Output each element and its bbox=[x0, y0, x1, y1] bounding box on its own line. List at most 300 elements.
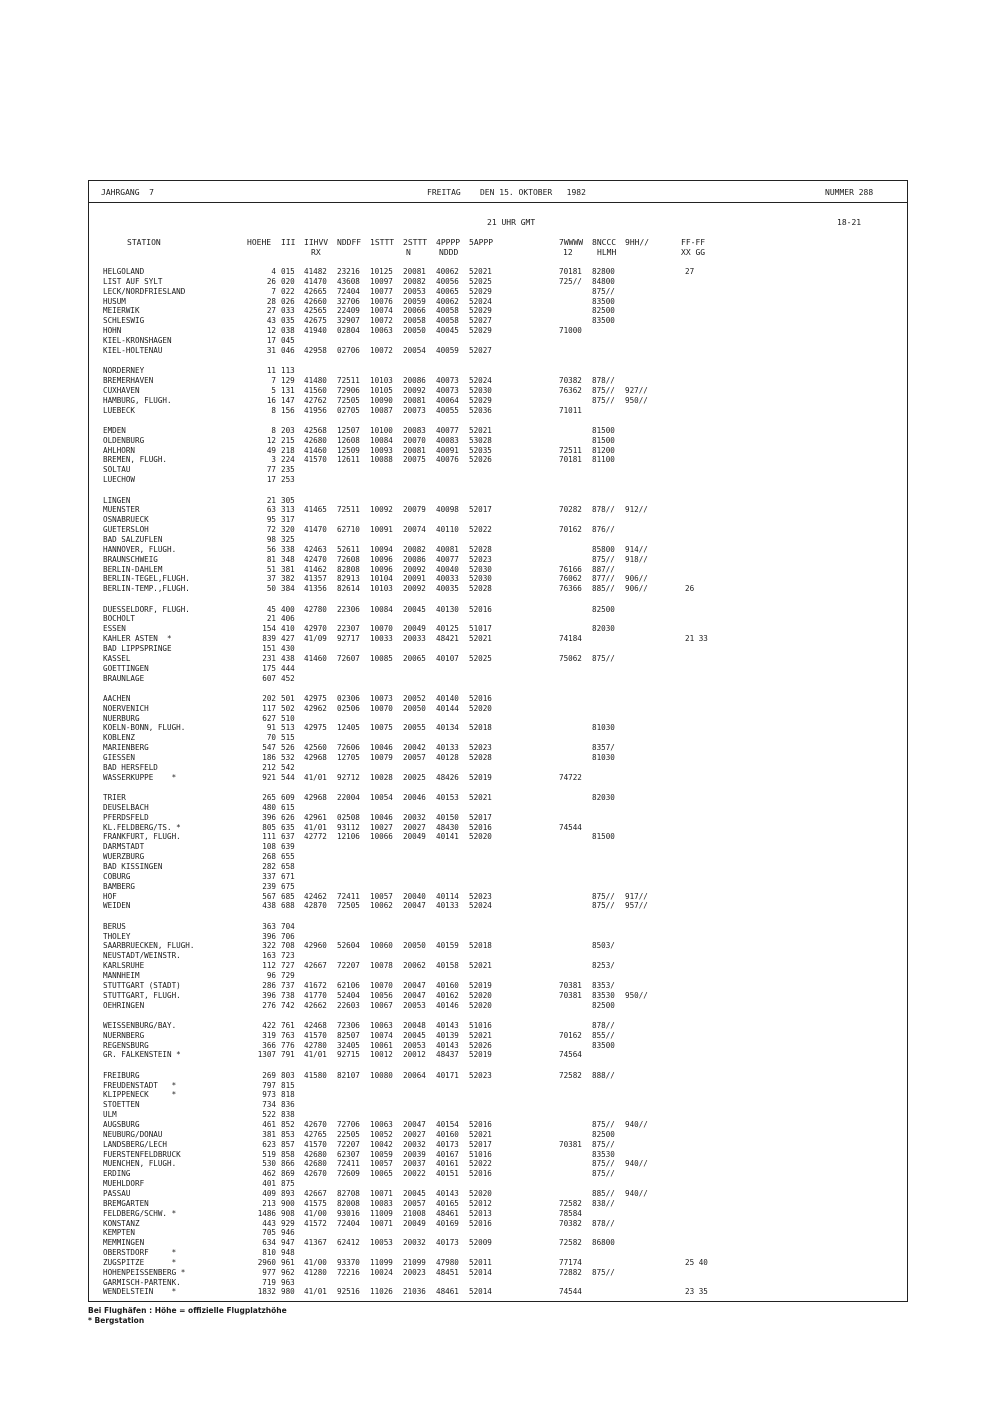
table-row bbox=[89, 584, 907, 594]
cell-8nccc: 888// bbox=[592, 1070, 615, 1080]
cell-iihvv: 42470 bbox=[304, 554, 327, 564]
cell-hoehe: 396 bbox=[262, 990, 276, 1000]
cell-4pppp: 40035 bbox=[436, 584, 459, 594]
station-name: WENDELSTEIN * bbox=[103, 1287, 177, 1297]
table-row bbox=[89, 1110, 907, 1120]
cell-2sttt: 20049 bbox=[403, 1218, 426, 1228]
cell-hoehe: 276 bbox=[262, 1000, 276, 1010]
cell-hoehe: 12 bbox=[266, 326, 276, 336]
cell-5appp: 52019 bbox=[469, 772, 492, 782]
cell-1sttt: 10028 bbox=[370, 772, 393, 782]
station-name: LUEBECK bbox=[103, 405, 136, 415]
station-name: NUERBURG bbox=[103, 713, 140, 723]
cell-8nccc: 83530 bbox=[592, 990, 615, 1000]
cell-iii: 325 bbox=[281, 534, 295, 544]
cell-4pppp: 48426 bbox=[436, 772, 459, 782]
cell-8nccc: 83500 bbox=[592, 1040, 615, 1050]
cell-8nccc: 885// bbox=[592, 584, 615, 594]
station-name: LECK/NORDFRIESLAND bbox=[103, 286, 186, 296]
cell-7wwww: 72582 bbox=[559, 1238, 582, 1248]
cell-1sttt: 10057 bbox=[370, 1159, 393, 1169]
cell-4pppp: 40146 bbox=[436, 1000, 459, 1010]
cell-hoehe: 21 bbox=[266, 495, 276, 505]
station-name: BREMGARTEN bbox=[103, 1198, 149, 1208]
cell-iii: 761 bbox=[281, 1020, 295, 1030]
table-row bbox=[89, 793, 907, 803]
cell-nddff: 93370 bbox=[337, 1257, 360, 1267]
cell-iihvv: 41460 bbox=[304, 653, 327, 663]
cell-8nccc: 81030 bbox=[592, 723, 615, 733]
cell-iii: 671 bbox=[281, 871, 295, 881]
table-row bbox=[89, 1179, 907, 1189]
cell-1sttt: 10053 bbox=[370, 1238, 393, 1248]
cell-hoehe: 37 bbox=[266, 574, 276, 584]
cell-nddff: 32907 bbox=[337, 316, 360, 326]
cell-hoehe: 43 bbox=[266, 316, 276, 326]
cell-hoehe: 163 bbox=[262, 951, 276, 961]
cell-1sttt: 10071 bbox=[370, 1188, 393, 1198]
station-name: STUTTGART, FLUGH. bbox=[103, 990, 181, 1000]
cell-5appp: 52023 bbox=[469, 1070, 492, 1080]
cell-iii: 946 bbox=[281, 1228, 295, 1238]
station-name: BRAUNLAGE bbox=[103, 673, 145, 683]
bulletin-frame bbox=[88, 180, 908, 1302]
cell-4pppp: 40169 bbox=[436, 1218, 459, 1228]
cell-nddff: 02705 bbox=[337, 405, 360, 415]
cell-nddff: 12106 bbox=[337, 832, 360, 842]
cell-iihvv: 41672 bbox=[304, 980, 327, 990]
cell-8nccc: 82030 bbox=[592, 624, 615, 634]
cell-iihvv: 42670 bbox=[304, 1169, 327, 1179]
cell-iihvv: 42670 bbox=[304, 1120, 327, 1129]
cell-8nccc: 82500 bbox=[592, 604, 615, 614]
cell-hoehe: 1307 bbox=[257, 1050, 276, 1060]
cell-hoehe: 239 bbox=[262, 881, 276, 891]
cell-5appp: 52013 bbox=[469, 1208, 492, 1218]
station-name: BREMERHAVEN bbox=[103, 376, 154, 385]
cell-1sttt: 10073 bbox=[370, 693, 393, 703]
table-row bbox=[89, 475, 907, 485]
table-row bbox=[89, 336, 907, 346]
cell-1sttt: 10012 bbox=[370, 1050, 393, 1060]
station-name: HELGOLAND bbox=[103, 267, 145, 276]
table-row bbox=[89, 525, 907, 535]
issue-number: NUMMER 288 bbox=[825, 188, 874, 197]
cell-iihvv: 42962 bbox=[304, 703, 327, 713]
station-name: REGENSBURG bbox=[103, 1040, 149, 1050]
station-name: MANNHEIM bbox=[103, 970, 140, 980]
cell-9hh: 918// bbox=[625, 554, 648, 564]
cell-iii: 704 bbox=[281, 921, 295, 931]
table-row bbox=[89, 644, 907, 654]
cell-5appp: 52016 bbox=[469, 822, 492, 832]
cell-hoehe: 839 bbox=[262, 634, 276, 644]
cell-5appp: 52027 bbox=[469, 345, 492, 355]
table-row bbox=[89, 1159, 907, 1169]
cell-nddff: 62106 bbox=[337, 980, 360, 990]
cell-iii: 045 bbox=[281, 335, 295, 345]
cell-2sttt: 20050 bbox=[403, 703, 426, 713]
station-name: KAHLER ASTEN * bbox=[103, 634, 172, 644]
cell-7wwww: 78584 bbox=[559, 1208, 582, 1218]
cell-2sttt: 20066 bbox=[403, 306, 426, 316]
cell-hoehe: 98 bbox=[266, 534, 276, 544]
cell-nddff: 12705 bbox=[337, 752, 360, 762]
cell-5appp: 52021 bbox=[469, 961, 492, 971]
table-row bbox=[89, 961, 907, 971]
cell-hoehe: 265 bbox=[262, 793, 276, 802]
cell-iii: 532 bbox=[281, 752, 295, 762]
cell-1sttt: 10092 bbox=[370, 505, 393, 515]
cell-hoehe: 286 bbox=[262, 980, 276, 990]
cell-2sttt: 20059 bbox=[403, 296, 426, 306]
cell-2sttt: 20050 bbox=[403, 941, 426, 951]
cell-8nccc: 8253/ bbox=[592, 961, 615, 971]
cell-4pppp: 40144 bbox=[436, 703, 459, 713]
cell-4pppp: 40133 bbox=[436, 743, 459, 753]
cell-7wwww: 71011 bbox=[559, 405, 582, 415]
cell-2sttt: 20053 bbox=[403, 286, 426, 296]
cell-iii: 818 bbox=[281, 1090, 295, 1100]
cell-iii: 908 bbox=[281, 1208, 295, 1218]
cell-hoehe: 112 bbox=[262, 961, 276, 971]
table-row bbox=[89, 496, 907, 506]
table-row bbox=[89, 465, 907, 475]
cell-hoehe: 322 bbox=[262, 941, 276, 951]
cell-iii: 526 bbox=[281, 743, 295, 753]
cell-iihvv: 42968 bbox=[304, 752, 327, 762]
cell-7wwww: 70181 bbox=[559, 455, 582, 465]
table-row bbox=[89, 941, 907, 951]
cell-4pppp: 40076 bbox=[436, 455, 459, 465]
station-name: CUXHAVEN bbox=[103, 385, 140, 395]
cell-iii: 853 bbox=[281, 1129, 295, 1139]
cell-iihvv: 41470 bbox=[304, 525, 327, 535]
cell-iii: 384 bbox=[281, 584, 295, 594]
observation-range: 18-21 bbox=[837, 218, 862, 227]
cell-5appp: 52023 bbox=[469, 743, 492, 753]
table-row bbox=[89, 901, 907, 911]
cell-iii: 338 bbox=[281, 544, 295, 554]
cell-8nccc: 885// bbox=[592, 1188, 615, 1198]
cell-5appp: 51016 bbox=[469, 1020, 492, 1030]
cell-iii: 020 bbox=[281, 276, 295, 286]
cell-hoehe: 8 bbox=[271, 425, 276, 435]
station-name: AUGSBURG bbox=[103, 1120, 140, 1129]
cell-iihvv: 42968 bbox=[304, 793, 327, 802]
cell-4pppp: 48461 bbox=[436, 1208, 459, 1218]
cell-4pppp: 40151 bbox=[436, 1169, 459, 1179]
cell-2sttt: 20047 bbox=[403, 1120, 426, 1129]
cell-2sttt: 20091 bbox=[403, 574, 426, 584]
cell-hoehe: 396 bbox=[262, 931, 276, 941]
cell-5appp: 51017 bbox=[469, 624, 492, 634]
cell-1sttt: 10046 bbox=[370, 812, 393, 822]
cell-iii: 038 bbox=[281, 326, 295, 336]
cell-nddff: 72404 bbox=[337, 1218, 360, 1228]
cell-5appp: 52030 bbox=[469, 385, 492, 395]
cell-7wwww: 75062 bbox=[559, 653, 582, 663]
cell-iihvv: 41/00 bbox=[304, 1257, 327, 1267]
table-row bbox=[89, 1209, 907, 1219]
cell-iii: 317 bbox=[281, 515, 295, 525]
station-name: FREIBURG bbox=[103, 1070, 140, 1080]
station-name: FREUDENSTADT * bbox=[103, 1080, 177, 1090]
cell-1sttt: 10046 bbox=[370, 743, 393, 753]
cell-hoehe: 810 bbox=[262, 1248, 276, 1257]
cell-hoehe: 530 bbox=[262, 1159, 276, 1169]
cell-hoehe: 422 bbox=[262, 1020, 276, 1030]
table-row bbox=[89, 1258, 907, 1268]
cell-nddff: 72505 bbox=[337, 901, 360, 911]
cell-4pppp: 48461 bbox=[436, 1287, 459, 1297]
cell-4pppp: 40114 bbox=[436, 891, 459, 901]
table-row bbox=[89, 1228, 907, 1238]
table-row bbox=[89, 316, 907, 326]
cell-1sttt: 10074 bbox=[370, 1030, 393, 1040]
cell-hoehe: 409 bbox=[262, 1188, 276, 1198]
table-row bbox=[89, 1050, 907, 1060]
cell-nddff: 22307 bbox=[337, 624, 360, 634]
cell-1sttt: 10033 bbox=[370, 634, 393, 644]
cell-iii: 430 bbox=[281, 643, 295, 653]
cell-iihvv: 42958 bbox=[304, 345, 327, 355]
cell-2sttt: 20092 bbox=[403, 385, 426, 395]
cell-iii: 313 bbox=[281, 505, 295, 515]
cell-2sttt: 20046 bbox=[403, 793, 426, 802]
station-name: WEIDEN bbox=[103, 901, 131, 911]
cell-iihvv: 41465 bbox=[304, 505, 327, 515]
cell-iihvv: 42667 bbox=[304, 961, 327, 971]
cell-nddff: 22505 bbox=[337, 1129, 360, 1139]
cell-iihvv: 41770 bbox=[304, 990, 327, 1000]
cell-5appp: 52026 bbox=[469, 455, 492, 465]
cell-hoehe: 63 bbox=[266, 505, 276, 515]
cell-nddff: 82808 bbox=[337, 564, 360, 574]
cell-4pppp: 47980 bbox=[436, 1257, 459, 1267]
cell-iii: 113 bbox=[281, 366, 295, 376]
cell-hoehe: 212 bbox=[262, 762, 276, 772]
table-row bbox=[89, 872, 907, 882]
header-col-iihvv: IIHVV bbox=[304, 238, 329, 247]
cell-7wwww: 70381 bbox=[559, 1139, 582, 1149]
table-row bbox=[89, 773, 907, 783]
cell-hoehe: 8 bbox=[271, 405, 276, 415]
station-name: MEIERWIK bbox=[103, 306, 140, 316]
cell-iii: 406 bbox=[281, 614, 295, 624]
table-row bbox=[89, 574, 907, 584]
cell-nddff: 22409 bbox=[337, 306, 360, 316]
cell-hoehe: 31 bbox=[266, 345, 276, 355]
cell-4pppp: 40143 bbox=[436, 1040, 459, 1050]
cell-hoehe: 17 bbox=[266, 475, 276, 485]
cell-iii: 869 bbox=[281, 1169, 295, 1179]
cell-1sttt: 10103 bbox=[370, 376, 393, 385]
cell-nddff: 62412 bbox=[337, 1238, 360, 1248]
cell-nddff: 62710 bbox=[337, 525, 360, 535]
cell-iihvv: 42560 bbox=[304, 743, 327, 753]
cell-4pppp: 40173 bbox=[436, 1139, 459, 1149]
cell-7wwww: 74564 bbox=[559, 1050, 582, 1060]
cell-2sttt: 20032 bbox=[403, 1238, 426, 1248]
cell-iihvv: 42870 bbox=[304, 901, 327, 911]
cell-5appp: 52022 bbox=[469, 1159, 492, 1169]
cell-iihvv: 41480 bbox=[304, 376, 327, 385]
cell-9hh: 917// bbox=[625, 891, 648, 901]
cell-2sttt: 20092 bbox=[403, 584, 426, 594]
cell-4pppp: 40167 bbox=[436, 1149, 459, 1159]
cell-5appp: 52024 bbox=[469, 296, 492, 306]
cell-hoehe: 175 bbox=[262, 663, 276, 673]
cell-hoehe: 480 bbox=[262, 802, 276, 812]
table-row bbox=[89, 426, 907, 436]
table-row bbox=[89, 297, 907, 307]
cell-2sttt: 20027 bbox=[403, 1129, 426, 1139]
station-name: PFERDSFELD bbox=[103, 812, 149, 822]
cell-iii: 510 bbox=[281, 713, 295, 723]
table-row bbox=[89, 267, 907, 277]
cell-nddff: 72505 bbox=[337, 395, 360, 405]
cell-1sttt: 10063 bbox=[370, 326, 393, 336]
cell-4pppp: 40161 bbox=[436, 1159, 459, 1169]
cell-iihvv: 41570 bbox=[304, 1030, 327, 1040]
cell-2sttt: 20073 bbox=[403, 405, 426, 415]
station-name: BERLIN-DAHLEM bbox=[103, 564, 163, 574]
cell-1sttt: 10072 bbox=[370, 316, 393, 326]
station-name: BAD SALZUFLEN bbox=[103, 534, 163, 544]
cell-1sttt: 10083 bbox=[370, 1198, 393, 1208]
cell-ff: 27 bbox=[685, 267, 695, 276]
cell-nddff: 12509 bbox=[337, 445, 360, 455]
cell-2sttt: 20023 bbox=[403, 1267, 426, 1277]
cell-iii: 962 bbox=[281, 1267, 295, 1277]
table-row bbox=[89, 1248, 907, 1258]
cell-iihvv: 42665 bbox=[304, 286, 327, 296]
station-name: SCHLESWIG bbox=[103, 316, 145, 326]
cell-iii: 655 bbox=[281, 852, 295, 862]
cell-2sttt: 20079 bbox=[403, 505, 426, 515]
cell-iihvv: 41/01 bbox=[304, 822, 327, 832]
table-row bbox=[89, 951, 907, 961]
cell-nddff: 52404 bbox=[337, 990, 360, 1000]
cell-8nccc: 887// bbox=[592, 564, 615, 574]
cell-4pppp: 40064 bbox=[436, 395, 459, 405]
cell-5appp: 52018 bbox=[469, 723, 492, 733]
table-row bbox=[89, 366, 907, 376]
cell-7wwww: 76362 bbox=[559, 385, 582, 395]
table-row bbox=[89, 654, 907, 664]
cell-iii: 046 bbox=[281, 345, 295, 355]
header-col-4pppp: 4PPPP bbox=[436, 238, 461, 247]
cell-5appp: 52014 bbox=[469, 1267, 492, 1277]
cell-2sttt: 20022 bbox=[403, 1169, 426, 1179]
cell-hoehe: 11 bbox=[266, 366, 276, 376]
cell-8nccc: 877// bbox=[592, 574, 615, 584]
cell-iihvv: 42975 bbox=[304, 723, 327, 733]
cell-1sttt: 10054 bbox=[370, 793, 393, 802]
header-sub-xxgg: XX GG bbox=[681, 248, 706, 257]
cell-nddff: 92715 bbox=[337, 1050, 360, 1060]
cell-nddff: 02506 bbox=[337, 703, 360, 713]
cell-4pppp: 40141 bbox=[436, 832, 459, 842]
cell-2sttt: 20027 bbox=[403, 822, 426, 832]
cell-5appp: 52029 bbox=[469, 306, 492, 316]
cell-hoehe: 734 bbox=[262, 1100, 276, 1110]
cell-8nccc: 875// bbox=[592, 286, 615, 296]
cell-8nccc: 81100 bbox=[592, 455, 615, 465]
cell-iii: 900 bbox=[281, 1198, 295, 1208]
cell-2sttt: 20062 bbox=[403, 961, 426, 971]
cell-nddff: 82008 bbox=[337, 1198, 360, 1208]
cell-hoehe: 7 bbox=[271, 286, 276, 296]
cell-2sttt: 20042 bbox=[403, 743, 426, 753]
cell-nddff: 72906 bbox=[337, 385, 360, 395]
station-name: OBERSTDORF * bbox=[103, 1248, 177, 1257]
cell-hoehe: 28 bbox=[266, 296, 276, 306]
cell-5appp: 52030 bbox=[469, 574, 492, 584]
cell-iii: 815 bbox=[281, 1080, 295, 1090]
station-name: FRANKFURT, FLUGH. bbox=[103, 832, 181, 842]
cell-iihvv: 41462 bbox=[304, 564, 327, 574]
cell-iihvv: 42762 bbox=[304, 395, 327, 405]
cell-1sttt: 10088 bbox=[370, 455, 393, 465]
cell-5appp: 52016 bbox=[469, 1218, 492, 1228]
table-row bbox=[89, 446, 907, 456]
cell-hoehe: 70 bbox=[266, 733, 276, 743]
station-name: KIEL-KRONSHAGEN bbox=[103, 335, 172, 345]
cell-iii: 022 bbox=[281, 286, 295, 296]
cell-iii: 639 bbox=[281, 842, 295, 852]
table-row bbox=[89, 1001, 907, 1011]
cell-1sttt: 10096 bbox=[370, 554, 393, 564]
table-row bbox=[89, 1169, 907, 1179]
cell-hoehe: 231 bbox=[262, 653, 276, 663]
cell-hoehe: 973 bbox=[262, 1090, 276, 1100]
station-name: AACHEN bbox=[103, 693, 131, 703]
cell-8nccc: 81500 bbox=[592, 435, 615, 445]
cell-hoehe: 96 bbox=[266, 970, 276, 980]
station-name: GOETTINGEN bbox=[103, 663, 149, 673]
cell-1sttt: 10070 bbox=[370, 980, 393, 990]
issue-date: FREITAG DEN 15. OKTOBER 1982 bbox=[427, 188, 586, 197]
station-name: MUENSTER bbox=[103, 505, 140, 515]
cell-5appp: 52021 bbox=[469, 425, 492, 435]
header-sub-hlmh: HLMH bbox=[597, 248, 617, 257]
cell-4pppp: 40059 bbox=[436, 345, 459, 355]
station-name: KASSEL bbox=[103, 653, 131, 663]
station-name: KONSTANZ bbox=[103, 1218, 140, 1228]
cell-5appp: 52027 bbox=[469, 316, 492, 326]
cell-nddff: 12507 bbox=[337, 425, 360, 435]
cell-8nccc: 878// bbox=[592, 505, 615, 515]
cell-hoehe: 462 bbox=[262, 1169, 276, 1179]
station-name: ULM bbox=[103, 1110, 117, 1120]
table-row bbox=[89, 287, 907, 297]
table-row bbox=[89, 1278, 907, 1288]
cell-5appp: 52020 bbox=[469, 1188, 492, 1198]
cell-nddff: 02706 bbox=[337, 345, 360, 355]
table-row bbox=[89, 1199, 907, 1209]
cell-iihvv: 41/00 bbox=[304, 1208, 327, 1218]
cell-5appp: 52012 bbox=[469, 1198, 492, 1208]
station-name: WASSERKUPPE * bbox=[103, 772, 177, 782]
cell-1sttt: 10090 bbox=[370, 395, 393, 405]
cell-4pppp: 40077 bbox=[436, 554, 459, 564]
table-row bbox=[89, 733, 907, 743]
cell-1sttt: 10080 bbox=[370, 1070, 393, 1080]
table-row bbox=[89, 1031, 907, 1041]
cell-nddff: 72207 bbox=[337, 961, 360, 971]
